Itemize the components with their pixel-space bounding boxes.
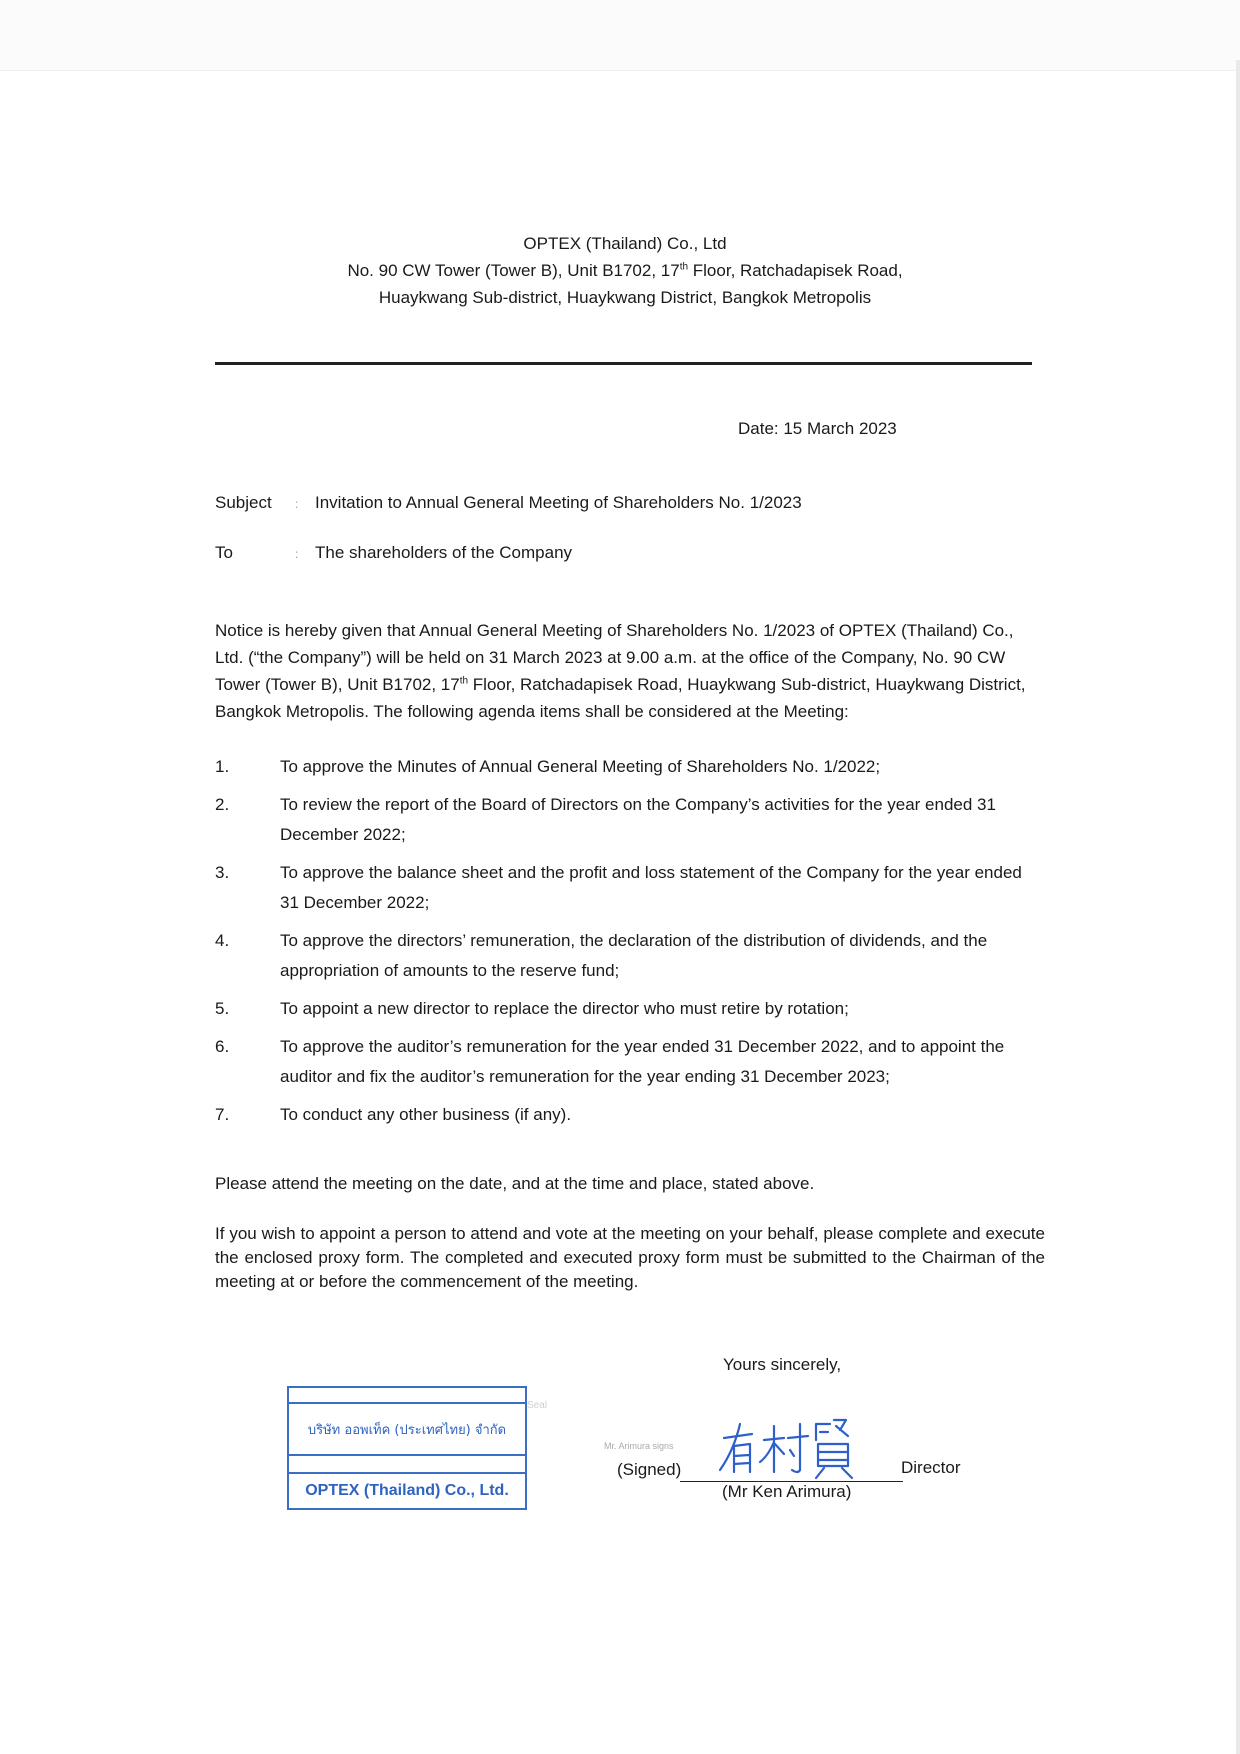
closing-salutation: Yours sincerely, [723,1355,842,1374]
agenda-text: To approve the Minutes of Annual General Meeting of Shareholders No. 1/2022; [280,757,881,776]
agenda-item [215,1032,1045,1092]
subject-label: Subject [215,493,272,512]
to-row [215,543,572,563]
agenda-number: 3. [215,863,230,882]
subject-text: Invitation to Annual General Meeting of Shareholders No. 1/2023 [315,493,802,512]
address-ordinal: th [679,261,689,273]
signer-title: Director [901,1458,961,1477]
to-label: To [215,543,233,562]
signer-name: (Mr Ken Arimura) [722,1482,852,1501]
subject-row [215,493,802,513]
header-divider [215,362,1032,365]
seal-label: Seal [527,1400,548,1411]
company-name: OPTEX (Thailand) Co., Ltd [523,234,727,253]
to-text: The shareholders of the Company [315,543,573,562]
stamp-top-band [289,1388,525,1404]
agenda-list [215,752,1045,1138]
agenda-number: 4. [215,931,230,950]
scan-top-band [0,0,1240,71]
scan-right-edge [1236,60,1240,1754]
agenda-item [215,994,1045,1024]
agenda-item [215,926,1045,986]
agenda-item [215,858,1045,918]
letterhead [215,230,1035,311]
stamp-english-name: OPTEX (Thailand) Co., Ltd. [305,1482,509,1499]
address-line-2: Huaykwang Sub-district, Huaykwang District, Bangkok Metropolis [378,288,872,307]
agenda-item [215,752,1045,782]
agenda-text: To approve the directors’ remuneration, the declaration of the distribution of dividends, and the appropriation of amounts to the reserve fund; [280,931,988,980]
address-line-1-end: Floor, Ratchadapisek Road, [688,261,903,280]
stamp-thai-name: บริษัท ออพเท็ค (ประเทศไทย) จำกัด [289,1404,525,1456]
agenda-text: To review the report of the Board of Directors on the Company’s activities for the year ended 31 December 2022; [280,795,996,844]
address-line-1 [215,257,1035,284]
agenda-text: To conduct any other business (if any). [280,1105,572,1124]
agenda-text: To appoint a new director to replace the director who must retire by rotation; [280,999,849,1018]
subject-colon: : [295,497,299,511]
closing-paragraph: Please attend the meeting on the date, and at the time and place, stated above. [215,1174,815,1193]
agenda-text: To approve the auditor’s remuneration for the year ended 31 December 2022, and to appoint the auditor and fix the auditor’s remuneration for the year ending 31 December 2023; [280,1037,1005,1086]
notice-text-end: Floor, Ratchadapisek Road, Huaykwang Sub-district, Huaykwang District, Bangkok Metropolis. The following agenda items shall be considered at the Meeting: [215,675,1026,721]
notice-paragraph [215,617,1045,725]
company-stamp [287,1386,527,1510]
agenda-number: 2. [215,795,230,814]
agenda-text: To approve the balance sheet and the profit and loss statement of the Company for the year ended 31 December 2022; [280,863,1022,912]
proxy-paragraph: If you wish to appoint a person to attend and vote at the meeting on your behalf, please complete and execute the enclosed proxy form. The completed and executed proxy form must be submitted to the Chairman of the meeting at or before the commencement of the meeting. [215,1224,1045,1291]
agenda-number: 5. [215,999,230,1018]
agenda-item [215,790,1045,850]
agenda-number: 1. [215,757,230,776]
agenda-item [215,1100,1045,1130]
to-colon: : [295,547,299,561]
address-line-1-start: No. 90 CW Tower (Tower B), Unit B1702, 17 [347,261,680,280]
agenda-number: 6. [215,1037,230,1056]
agenda-number: 7. [215,1105,230,1124]
handwritten-signature [712,1410,862,1480]
signing-note: Mr. Arimura signs [604,1441,674,1451]
letter-date: Date: 15 March 2023 [738,419,897,438]
notice-ordinal: th [459,675,469,687]
signed-label: (Signed) [617,1460,682,1479]
stamp-middle-band [289,1456,525,1474]
notice-text-start: Notice is hereby given that Annual General Meeting of Shareholders No. 1/2023 of OPTEX (Thailand) Co., Ltd. (“the Company”) will be held on 31 March 2023 at 9.00 a.m. at the office of the Company, No. 90 CW Tower (Tower B), Unit B1702, 17 [215,621,1014,694]
